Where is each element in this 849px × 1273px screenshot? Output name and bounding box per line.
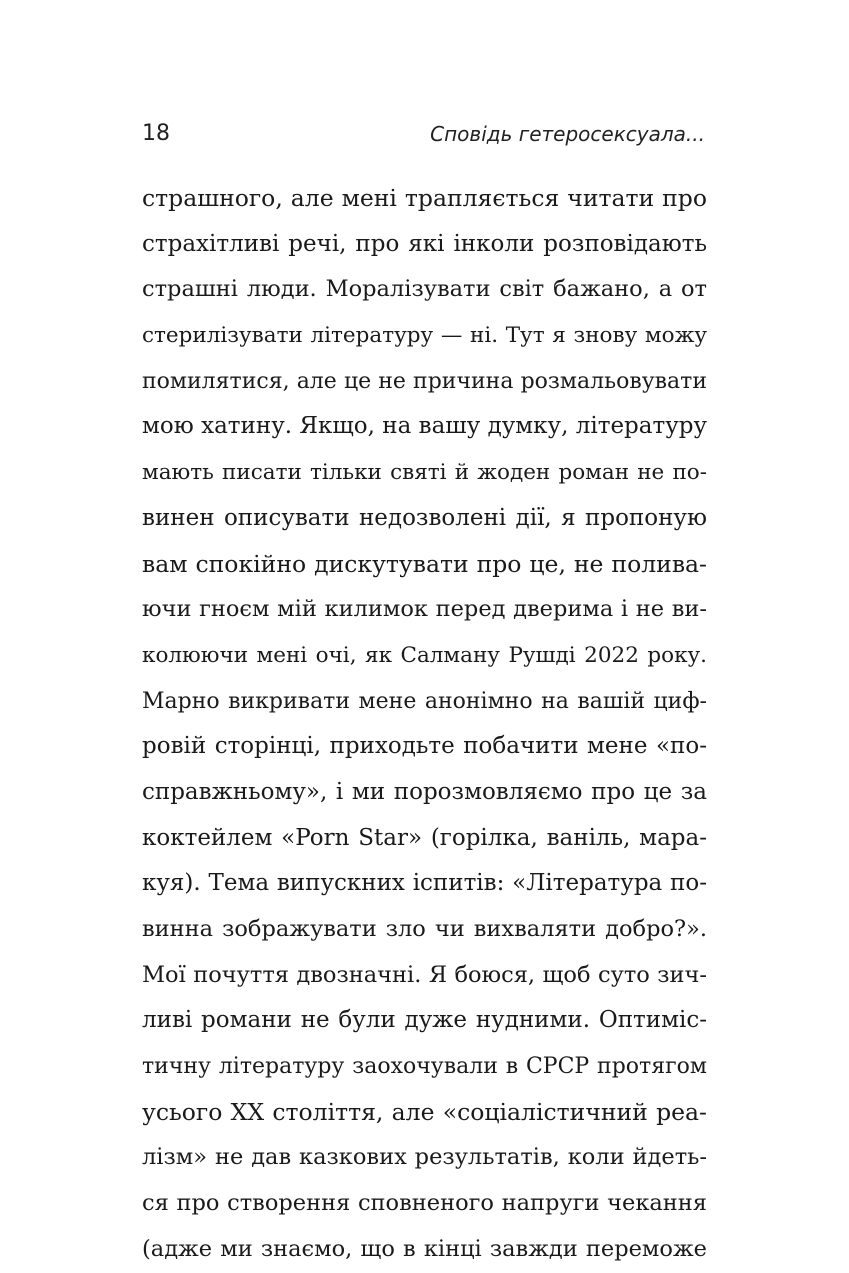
text-line: страшні люди. Моралізувати світ бажано, а от [142,276,707,303]
text-line: ючи гноєм мій килимок перед дверима і не ви- [142,596,707,623]
text-line: куя). Тема випускних іспитів: «Література по- [142,870,707,897]
text-line: коктейлем «Porn Star» (горілка, ваніль, мара- [142,824,707,851]
text-line: ся про створення сповненого напруги чекання [142,1190,707,1217]
text-line: лізм» не дав казкових результатів, коли йдеть- [142,1144,707,1171]
text-line: Мої почуття двозначні. Я боюся, щоб суто зич- [142,961,707,988]
text-line: Марно викривати мене анонімно на вашій циф- [142,688,707,714]
text-line: ливі романи не були дуже нудними. Оптиміс- [142,1007,707,1034]
text-line: страшного, але мені трапляється читати про [142,184,707,212]
text-line: помилятися, але це не причина розмальовувати [142,368,707,394]
text-line: колюючи мені очі, як Салману Рушді 2022 року. [142,642,707,668]
running-header: Сповідь гетеросексуала... [430,122,705,146]
text-line: винен описувати недозволені дії, я пропоную [142,504,707,531]
body-text [142,176,707,1273]
text-line: справжньому», і ми порозмовляємо про це за [142,778,707,805]
text-line: мають писати тільки святі й жоден роман не по- [142,460,707,486]
text-line: мою хатину. Якщо, на вашу думку, літературу [142,413,707,440]
text-line: винна зображувати зло чи вихваляти добро?». [142,916,707,942]
page-number: 18 [142,121,170,146]
text-line: (адже ми знаємо, що в кінці завжди переможе [142,1235,707,1262]
text-line: усього XX століття, але «соціалістичний реа- [142,1097,707,1126]
text-line: стерилізувати літературу — ні. Тут я знову можу [142,323,707,349]
text-line: вам спокійно дискутувати про це, не полива- [142,549,707,578]
text-line: тичну літературу заохочували в СРСР протягом [142,1054,707,1080]
text-line: страхітливі речі, про які інколи розповідають [142,230,707,257]
text-line: ровій сторінці, приходьте побачити мене «по- [142,733,707,760]
